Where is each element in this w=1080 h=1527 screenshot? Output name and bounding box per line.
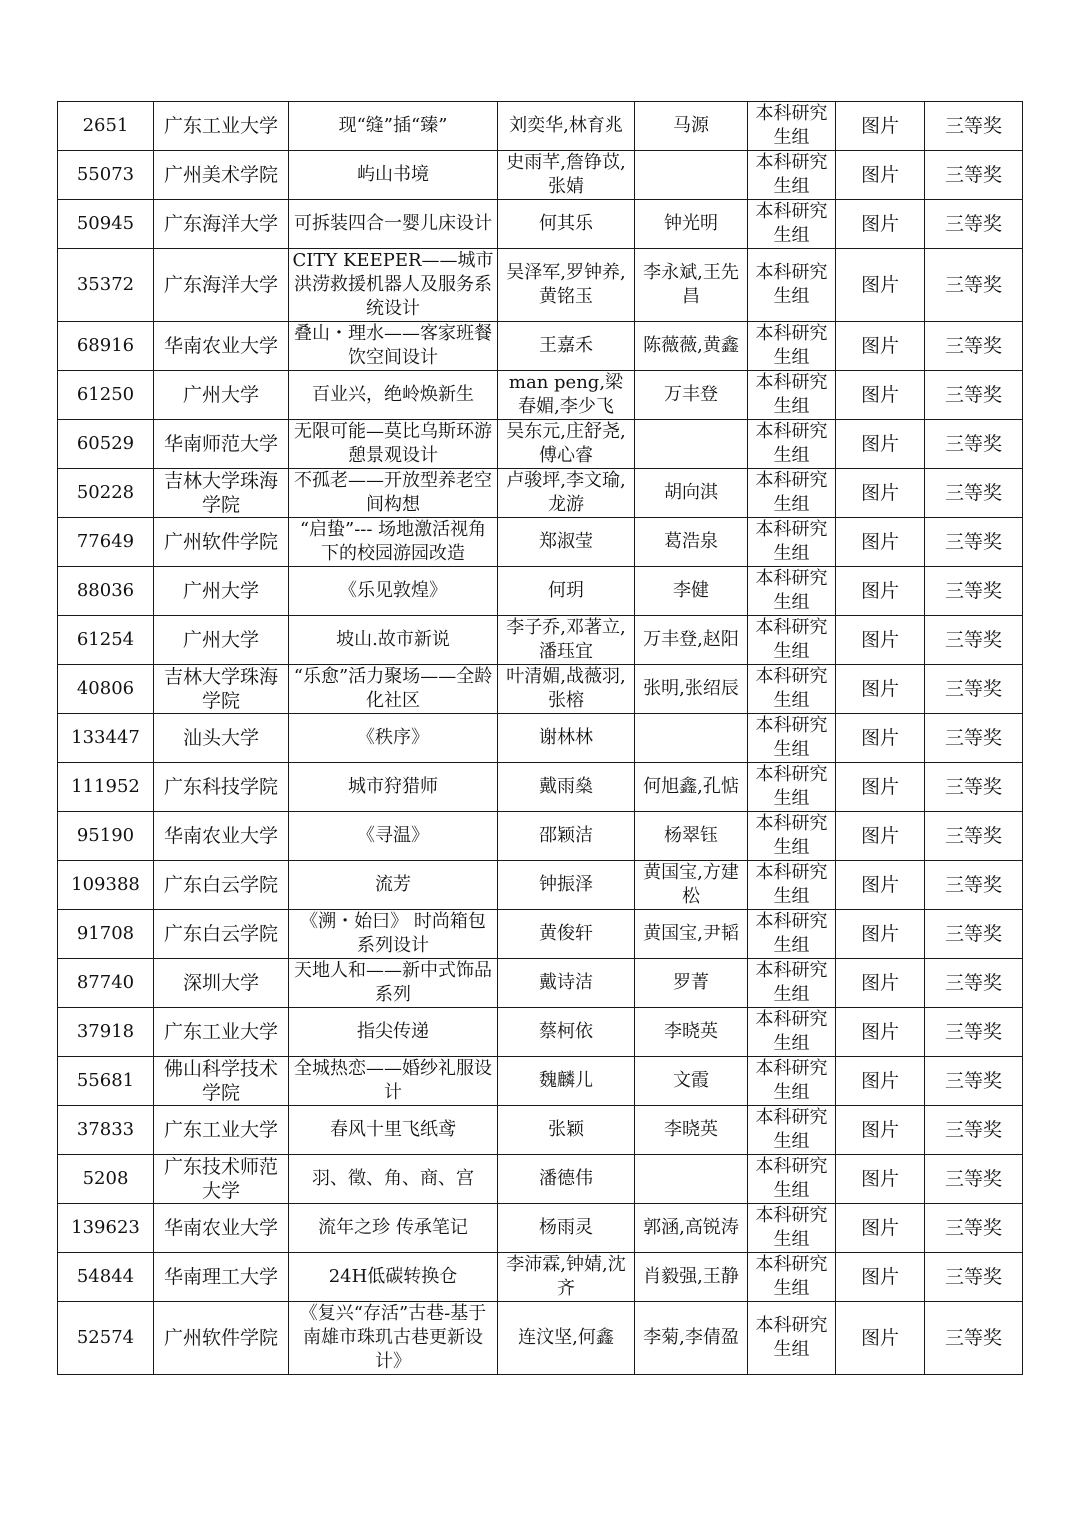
- work-type-cell: 图片: [836, 861, 925, 910]
- students-cell: 李子乔,邓著立,潘珏宜: [498, 616, 635, 665]
- table-row: [58, 1106, 1023, 1155]
- award-cell: 三等奖: [925, 200, 1023, 249]
- school-cell: 华南农业大学: [154, 322, 289, 371]
- group-cell: 本科研究生组: [748, 1155, 836, 1204]
- table-row: [58, 763, 1023, 812]
- work-title-cell: 城市狩猎师: [289, 763, 498, 812]
- work-type-cell: 图片: [836, 616, 925, 665]
- work-title-cell: 24H低碳转换仓: [289, 1253, 498, 1302]
- work-title-cell: 坡山.故市新说: [289, 616, 498, 665]
- table-row: [58, 861, 1023, 910]
- work-type-cell: 图片: [836, 1204, 925, 1253]
- work-title-cell: “启蛰”--- 场地激活视角下的校园游园改造: [289, 518, 498, 567]
- work-type-cell: 图片: [836, 1155, 925, 1204]
- advisor-cell: 杨翠钰: [635, 812, 748, 861]
- group-cell: 本科研究生组: [748, 371, 836, 420]
- school-cell: 深圳大学: [154, 959, 289, 1008]
- entry-id-cell: 55681: [58, 1057, 154, 1106]
- group-cell: 本科研究生组: [748, 1008, 836, 1057]
- students-cell: 谢林林: [498, 714, 635, 763]
- students-cell: 邵颖洁: [498, 812, 635, 861]
- group-cell: 本科研究生组: [748, 1253, 836, 1302]
- work-title-cell: 《秩序》: [289, 714, 498, 763]
- award-cell: 三等奖: [925, 249, 1023, 322]
- award-cell: 三等奖: [925, 616, 1023, 665]
- table-body: [58, 102, 1023, 1375]
- award-cell: 三等奖: [925, 518, 1023, 567]
- group-cell: 本科研究生组: [748, 200, 836, 249]
- work-type-cell: 图片: [836, 1302, 925, 1375]
- advisor-cell: [635, 1155, 748, 1204]
- work-type-cell: 图片: [836, 812, 925, 861]
- school-cell: 广州软件学院: [154, 1302, 289, 1375]
- school-cell: 吉林大学珠海学院: [154, 665, 289, 714]
- group-cell: 本科研究生组: [748, 714, 836, 763]
- work-type-cell: 图片: [836, 763, 925, 812]
- entry-id-cell: 133447: [58, 714, 154, 763]
- work-title-cell: 可拆装四合一婴儿床设计: [289, 200, 498, 249]
- school-cell: 广州大学: [154, 567, 289, 616]
- entry-id-cell: 139623: [58, 1204, 154, 1253]
- students-cell: 潘德伟: [498, 1155, 635, 1204]
- advisor-cell: 李永斌,王先昌: [635, 249, 748, 322]
- advisor-cell: [635, 714, 748, 763]
- award-cell: 三等奖: [925, 1008, 1023, 1057]
- entry-id-cell: 35372: [58, 249, 154, 322]
- students-cell: 连汶坚,何鑫: [498, 1302, 635, 1375]
- school-cell: 广州大学: [154, 616, 289, 665]
- table-row: [58, 151, 1023, 200]
- work-title-cell: 春风十里飞纸鸢: [289, 1106, 498, 1155]
- award-cell: 三等奖: [925, 812, 1023, 861]
- group-cell: 本科研究生组: [748, 1204, 836, 1253]
- school-cell: 广东工业大学: [154, 102, 289, 151]
- advisor-cell: 黄国宝,尹韬: [635, 910, 748, 959]
- group-cell: 本科研究生组: [748, 1106, 836, 1155]
- group-cell: 本科研究生组: [748, 151, 836, 200]
- work-type-cell: 图片: [836, 102, 925, 151]
- table-row: [58, 910, 1023, 959]
- award-cell: 三等奖: [925, 665, 1023, 714]
- group-cell: 本科研究生组: [748, 1057, 836, 1106]
- students-cell: 王嘉禾: [498, 322, 635, 371]
- award-cell: 三等奖: [925, 1106, 1023, 1155]
- advisor-cell: 胡向淇: [635, 469, 748, 518]
- entry-id-cell: 109388: [58, 861, 154, 910]
- work-type-cell: 图片: [836, 371, 925, 420]
- entry-id-cell: 5208: [58, 1155, 154, 1204]
- table-row: [58, 518, 1023, 567]
- work-type-cell: 图片: [836, 518, 925, 567]
- entry-id-cell: 60529: [58, 420, 154, 469]
- work-title-cell: 《乐见敦煌》: [289, 567, 498, 616]
- group-cell: 本科研究生组: [748, 861, 836, 910]
- work-title-cell: 百业兴，绝岭焕新生: [289, 371, 498, 420]
- students-cell: 戴诗洁: [498, 959, 635, 1008]
- work-type-cell: 图片: [836, 1008, 925, 1057]
- award-cell: 三等奖: [925, 861, 1023, 910]
- entry-id-cell: 2651: [58, 102, 154, 151]
- entry-id-cell: 40806: [58, 665, 154, 714]
- work-type-cell: 图片: [836, 959, 925, 1008]
- entry-id-cell: 61254: [58, 616, 154, 665]
- award-cell: 三等奖: [925, 371, 1023, 420]
- award-cell: 三等奖: [925, 322, 1023, 371]
- advisor-cell: 黄国宝,方建松: [635, 861, 748, 910]
- work-title-cell: 叠山・理水——客家班餐饮空间设计: [289, 322, 498, 371]
- table-row: [58, 1253, 1023, 1302]
- entry-id-cell: 95190: [58, 812, 154, 861]
- work-title-cell: CITY KEEPER——城市洪涝救援机器人及服务系统设计: [289, 249, 498, 322]
- work-title-cell: 全城热恋——婚纱礼服设计: [289, 1057, 498, 1106]
- work-type-cell: 图片: [836, 469, 925, 518]
- school-cell: 华南理工大学: [154, 1253, 289, 1302]
- group-cell: 本科研究生组: [748, 616, 836, 665]
- school-cell: 吉林大学珠海学院: [154, 469, 289, 518]
- students-cell: 杨雨灵: [498, 1204, 635, 1253]
- table-row: [58, 371, 1023, 420]
- school-cell: 华南师范大学: [154, 420, 289, 469]
- students-cell: 刘奕华,林育兆: [498, 102, 635, 151]
- award-cell: 三等奖: [925, 714, 1023, 763]
- students-cell: 卢骏坪,李文瑜,龙游: [498, 469, 635, 518]
- table-row: [58, 249, 1023, 322]
- school-cell: 华南农业大学: [154, 812, 289, 861]
- entry-id-cell: 50945: [58, 200, 154, 249]
- award-cell: 三等奖: [925, 567, 1023, 616]
- school-cell: 华南农业大学: [154, 1204, 289, 1253]
- work-type-cell: 图片: [836, 665, 925, 714]
- students-cell: 张颖: [498, 1106, 635, 1155]
- table-row: [58, 420, 1023, 469]
- work-title-cell: 流芳: [289, 861, 498, 910]
- school-cell: 广东白云学院: [154, 861, 289, 910]
- work-title-cell: 《复兴“存活”古巷-基于南雄市珠玑古巷更新设计》: [289, 1302, 498, 1375]
- award-cell: 三等奖: [925, 1302, 1023, 1375]
- table-row: [58, 959, 1023, 1008]
- award-cell: 三等奖: [925, 469, 1023, 518]
- advisor-cell: 陈薇薇,黄鑫: [635, 322, 748, 371]
- entry-id-cell: 50228: [58, 469, 154, 518]
- school-cell: 汕头大学: [154, 714, 289, 763]
- advisor-cell: 李晓英: [635, 1106, 748, 1155]
- entry-id-cell: 111952: [58, 763, 154, 812]
- work-type-cell: 图片: [836, 420, 925, 469]
- advisor-cell: 马源: [635, 102, 748, 151]
- award-cell: 三等奖: [925, 151, 1023, 200]
- advisor-cell: 葛浩泉: [635, 518, 748, 567]
- students-cell: 郑淑莹: [498, 518, 635, 567]
- advisor-cell: 肖毅强,王静: [635, 1253, 748, 1302]
- group-cell: 本科研究生组: [748, 420, 836, 469]
- group-cell: 本科研究生组: [748, 469, 836, 518]
- work-type-cell: 图片: [836, 714, 925, 763]
- students-cell: 何其乐: [498, 200, 635, 249]
- table-row: [58, 322, 1023, 371]
- entry-id-cell: 68916: [58, 322, 154, 371]
- group-cell: 本科研究生组: [748, 518, 836, 567]
- work-title-cell: 不孤老——开放型养老空间构想: [289, 469, 498, 518]
- school-cell: 广州大学: [154, 371, 289, 420]
- group-cell: 本科研究生组: [748, 812, 836, 861]
- table-row: [58, 469, 1023, 518]
- advisor-cell: 张明,张绍辰: [635, 665, 748, 714]
- award-cell: 三等奖: [925, 102, 1023, 151]
- work-type-cell: 图片: [836, 567, 925, 616]
- table-row: [58, 1155, 1023, 1204]
- work-type-cell: 图片: [836, 200, 925, 249]
- entry-id-cell: 55073: [58, 151, 154, 200]
- school-cell: 广东工业大学: [154, 1106, 289, 1155]
- award-cell: 三等奖: [925, 1057, 1023, 1106]
- work-type-cell: 图片: [836, 1253, 925, 1302]
- students-cell: 李沛霖,钟婧,沈齐: [498, 1253, 635, 1302]
- group-cell: 本科研究生组: [748, 322, 836, 371]
- advisor-cell: 何旭鑫,孔惦: [635, 763, 748, 812]
- school-cell: 广州美术学院: [154, 151, 289, 200]
- table-row: [58, 1302, 1023, 1375]
- students-cell: 何玥: [498, 567, 635, 616]
- work-title-cell: 《溯・始曰》 时尚箱包系列设计: [289, 910, 498, 959]
- school-cell: 广东白云学院: [154, 910, 289, 959]
- school-cell: 广东科技学院: [154, 763, 289, 812]
- work-title-cell: “乐愈”活力聚场——全龄化社区: [289, 665, 498, 714]
- advisor-cell: [635, 151, 748, 200]
- table-row: [58, 812, 1023, 861]
- school-cell: 广东技术师范大学: [154, 1155, 289, 1204]
- award-cell: 三等奖: [925, 420, 1023, 469]
- advisor-cell: 钟光明: [635, 200, 748, 249]
- entry-id-cell: 37918: [58, 1008, 154, 1057]
- students-cell: 戴雨燊: [498, 763, 635, 812]
- work-title-cell: 指尖传递: [289, 1008, 498, 1057]
- work-title-cell: 《寻温》: [289, 812, 498, 861]
- group-cell: 本科研究生组: [748, 1302, 836, 1375]
- work-title-cell: 现“缝”插“臻”: [289, 102, 498, 151]
- school-cell: 广东海洋大学: [154, 249, 289, 322]
- award-cell: 三等奖: [925, 959, 1023, 1008]
- advisor-cell: [635, 420, 748, 469]
- students-cell: man peng,梁春媚,李少飞: [498, 371, 635, 420]
- students-cell: 吴泽军,罗钟养,黄铭玉: [498, 249, 635, 322]
- table-row: [58, 665, 1023, 714]
- students-cell: 魏麟儿: [498, 1057, 635, 1106]
- work-title-cell: 无限可能—莫比乌斯环游憩景观设计: [289, 420, 498, 469]
- school-cell: 广东海洋大学: [154, 200, 289, 249]
- advisor-cell: 李晓英: [635, 1008, 748, 1057]
- work-type-cell: 图片: [836, 151, 925, 200]
- work-type-cell: 图片: [836, 910, 925, 959]
- award-cell: 三等奖: [925, 763, 1023, 812]
- award-cell: 三等奖: [925, 1155, 1023, 1204]
- students-cell: 吴东元,庄舒尧,傅心睿: [498, 420, 635, 469]
- entry-id-cell: 54844: [58, 1253, 154, 1302]
- advisor-cell: 郭涵,高锐涛: [635, 1204, 748, 1253]
- table-row: [58, 200, 1023, 249]
- group-cell: 本科研究生组: [748, 567, 836, 616]
- work-type-cell: 图片: [836, 322, 925, 371]
- award-table: [57, 101, 1023, 1375]
- school-cell: 佛山科学技术学院: [154, 1057, 289, 1106]
- entry-id-cell: 77649: [58, 518, 154, 567]
- group-cell: 本科研究生组: [748, 910, 836, 959]
- work-title-cell: 流年之珍 传承笔记: [289, 1204, 498, 1253]
- advisor-cell: 罗菁: [635, 959, 748, 1008]
- table-row: [58, 102, 1023, 151]
- table-row: [58, 1204, 1023, 1253]
- work-type-cell: 图片: [836, 1106, 925, 1155]
- students-cell: 蔡柯依: [498, 1008, 635, 1057]
- entry-id-cell: 37833: [58, 1106, 154, 1155]
- students-cell: 史雨芊,詹铮苡,张婧: [498, 151, 635, 200]
- work-type-cell: 图片: [836, 1057, 925, 1106]
- entry-id-cell: 91708: [58, 910, 154, 959]
- work-title-cell: 屿山书境: [289, 151, 498, 200]
- entry-id-cell: 88036: [58, 567, 154, 616]
- award-cell: 三等奖: [925, 1204, 1023, 1253]
- group-cell: 本科研究生组: [748, 102, 836, 151]
- table-row: [58, 567, 1023, 616]
- advisor-cell: 万丰登: [635, 371, 748, 420]
- students-cell: 叶清媚,战薇羽,张榕: [498, 665, 635, 714]
- advisor-cell: 李菊,李倩盈: [635, 1302, 748, 1375]
- group-cell: 本科研究生组: [748, 665, 836, 714]
- group-cell: 本科研究生组: [748, 763, 836, 812]
- advisor-cell: 万丰登,赵阳: [635, 616, 748, 665]
- work-type-cell: 图片: [836, 249, 925, 322]
- entry-id-cell: 52574: [58, 1302, 154, 1375]
- students-cell: 黄俊轩: [498, 910, 635, 959]
- table-row: [58, 1008, 1023, 1057]
- entry-id-cell: 87740: [58, 959, 154, 1008]
- award-cell: 三等奖: [925, 910, 1023, 959]
- table-row: [58, 1057, 1023, 1106]
- group-cell: 本科研究生组: [748, 959, 836, 1008]
- students-cell: 钟振泽: [498, 861, 635, 910]
- advisor-cell: 文霞: [635, 1057, 748, 1106]
- work-title-cell: 天地人和——新中式饰品系列: [289, 959, 498, 1008]
- work-title-cell: 羽、徵、角、商、宫: [289, 1155, 498, 1204]
- group-cell: 本科研究生组: [748, 249, 836, 322]
- school-cell: 广州软件学院: [154, 518, 289, 567]
- table-row: [58, 714, 1023, 763]
- entry-id-cell: 61250: [58, 371, 154, 420]
- award-cell: 三等奖: [925, 1253, 1023, 1302]
- table-row: [58, 616, 1023, 665]
- school-cell: 广东工业大学: [154, 1008, 289, 1057]
- advisor-cell: 李健: [635, 567, 748, 616]
